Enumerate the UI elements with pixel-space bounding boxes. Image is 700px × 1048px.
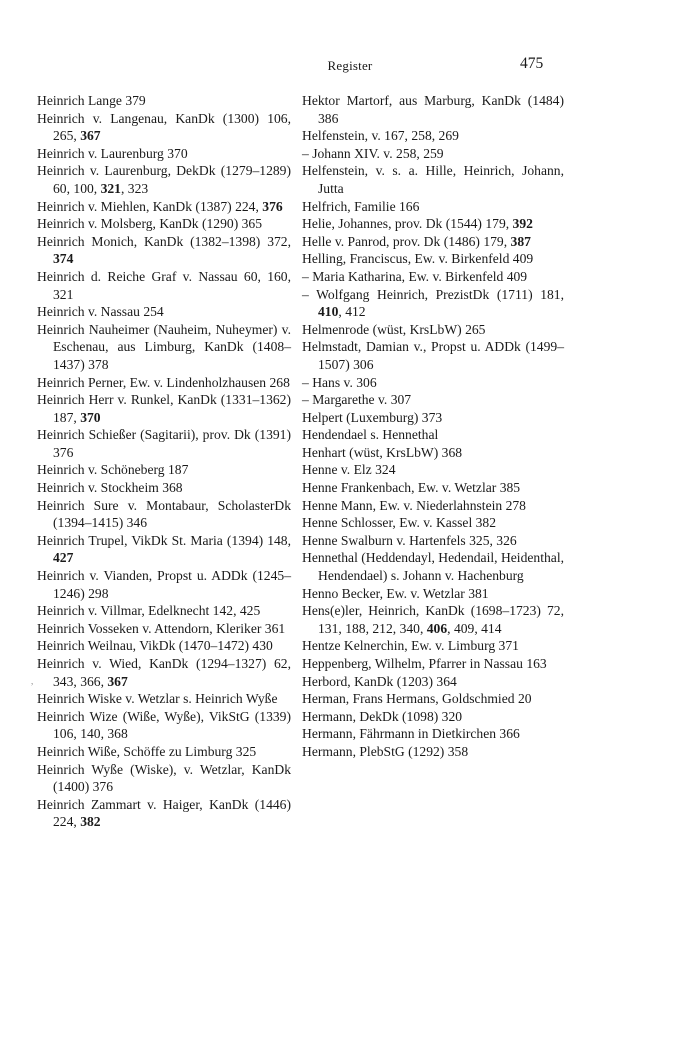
index-entry — [302, 338, 564, 373]
index-entry-main-page: 367 — [80, 128, 101, 144]
index-entry-tail: , 409, 414 — [447, 620, 502, 636]
index-entry — [37, 198, 291, 216]
index-entry-text: Heinrich Wize (Wiße, Wyße), VikStG (1339) 106, 140, 368 — [37, 708, 291, 742]
index-entry — [302, 743, 564, 761]
index-entry — [302, 655, 564, 673]
index-entry — [37, 303, 291, 321]
index-entry — [37, 145, 291, 163]
index-entry-tail: , 412 — [338, 304, 366, 320]
index-entry-text: Heinrich v. Stockheim 368 — [37, 480, 183, 496]
index-entry-text: Heinrich Vosseken v. Attendorn, Kleriker 361 — [37, 620, 286, 636]
index-entry-text: Heppenberg, Wilhelm, Pfarrer in Nassau 163 — [302, 656, 547, 671]
index-entry-text: Helpert (Luxemburg) 373 — [302, 409, 443, 425]
index-entry — [37, 321, 291, 374]
index-entry — [37, 374, 291, 392]
index-entry — [37, 637, 291, 655]
index-entry — [37, 215, 291, 233]
index-entry — [302, 461, 564, 479]
index-entry — [302, 514, 564, 532]
index-entry — [37, 479, 291, 497]
index-entry-text: Heinrich v. Laurenburg, DekDk (1279–1289) 60, 100, — [37, 163, 291, 196]
index-entry-text: Heinrich v. Villmar, Edelknecht 142, 425 — [37, 603, 261, 619]
index-entry-text: Heinrich Schießer (Sagitarii), prov. Dk (1391) 376 — [37, 427, 291, 460]
index-entry-text: Heinrich v. Vianden, Propst u. ADDk (1245–1246) 298 — [37, 568, 291, 601]
index-entry-text: Helling, Franciscus, Ew. v. Birkenfeld 409 — [302, 251, 534, 267]
index-entry-text: Helfrich, Familie 166 — [302, 198, 420, 214]
index-entry — [302, 690, 564, 708]
index-entry — [302, 673, 564, 691]
index-entry — [302, 532, 564, 550]
index-entry — [37, 690, 291, 708]
page-number: 475 — [520, 55, 544, 72]
index-entry-text: Henne Schlosser, Ew. v. Kassel 382 — [302, 515, 497, 531]
index-entry-text: Heinrich Perner, Ew. v. Lindenholzhausen 268 — [37, 374, 290, 390]
index-entry — [37, 110, 291, 145]
index-entry — [302, 409, 564, 427]
index-entry-text: Henno Becker, Ew. v. Wetzlar 381 — [302, 585, 489, 601]
index-entry-text: Heinrich Wiske v. Wetzlar s. Heinrich Wyße — [37, 691, 278, 707]
index-entry — [37, 162, 291, 197]
index-entry-text: Heinrich Wyße (Wiske), v. Wetzlar, KanDk (1400) 376 — [37, 761, 291, 795]
index-entry — [37, 426, 291, 461]
index-entry-text: Heinrich Trupel, VikDk St. Maria (1394) 148, — [37, 532, 291, 548]
index-entry-main-page: 376 — [262, 198, 283, 214]
index-entry-text: Henne Swalburn v. Hartenfels 325, 326 — [302, 532, 517, 548]
index-entry-text: Heinrich Monich, KanDk (1382–1398) 372, — [37, 233, 291, 249]
index-entry — [302, 725, 564, 743]
index-entry-text: Herman, Frans Hermans, Goldschmied 20 — [302, 691, 532, 707]
index-entry-text: Heinrich v. Nassau 254 — [37, 304, 164, 320]
index-entry — [37, 461, 291, 479]
index-entry-text: Henhart (wüst, KrsLbW) 368 — [302, 444, 463, 460]
index-entry-main-page: 382 — [80, 814, 101, 830]
index-entry — [302, 286, 564, 321]
index-entry-main-page: 374 — [53, 251, 74, 267]
index-entry — [37, 708, 291, 743]
index-column-left — [37, 92, 291, 831]
index-entry — [37, 761, 291, 796]
index-entry-text: Heinrich d. Reiche Graf v. Nassau 60, 160, 321 — [37, 268, 291, 302]
index-entry-text: Heinrich Sure v. Montabaur, ScholasterDk (1394–1415) 346 — [37, 497, 291, 531]
index-entry-text: Heinrich Wiße, Schöffe zu Limburg 325 — [37, 743, 257, 759]
index-entry — [302, 549, 564, 584]
index-entry-text: Heinrich v. Schöneberg 187 — [37, 462, 189, 478]
index-entry-tail: , 323 — [120, 180, 149, 196]
index-entry-text: Heinrich v. Langenau, KanDk (1300) 106, 265, — [37, 110, 291, 144]
index-entry-text: – Wolfgang Heinrich, PrezistDk (1711) 181, — [302, 286, 564, 302]
index-entry-text: Hermann, DekDk (1098) 320 — [302, 708, 463, 724]
index-entry — [302, 479, 564, 497]
page-header-title: Register — [327, 58, 373, 73]
index-entry — [302, 268, 564, 286]
index-entry — [37, 268, 291, 303]
index-entry-text: Heinrich v. Laurenburg 370 — [37, 145, 188, 161]
index-entry-text: Hektor Martorf, aus Marburg, KanDk (1484) 386 — [302, 93, 564, 126]
index-entry — [37, 743, 291, 761]
index-entry-text: Henne Frankenbach, Ew. v. Wetzlar 385 — [302, 480, 521, 496]
index-entry — [37, 567, 291, 602]
index-entry — [302, 127, 564, 145]
index-entry-text: Hennethal (Heddendayl, Hedendail, Heidenthal, Hendendael) s. Johann v. Hachenburg — [302, 550, 564, 584]
index-entry-text: – Maria Katharina, Ew. v. Birkenfeld 409 — [302, 268, 528, 284]
index-entry-text: Hentze Kelnerchin, Ew. v. Limburg 371 — [302, 638, 519, 654]
index-entry — [37, 233, 291, 268]
index-entry-main-page: 321 — [100, 180, 121, 196]
index-entry — [302, 708, 564, 726]
index-entry-text: Helfenstein, v. s. a. Hille, Heinrich, Johann, Jutta — [302, 163, 564, 196]
index-entry — [37, 655, 291, 690]
index-entry-text: Henne v. Elz 324 — [302, 462, 396, 478]
index-entry — [302, 92, 564, 127]
index-entry — [302, 444, 564, 462]
index-entry — [302, 426, 564, 444]
index-entry-text: Hendendael s. Hennethal — [302, 427, 439, 443]
index-entry-text: Heinrich Nauheimer (Nauheim, Nuheymer) v. Eschenau, aus Limburg, KanDk (1408–1437) 378 — [37, 321, 291, 372]
index-entry-text: Helfenstein, v. 167, 258, 269 — [302, 128, 459, 144]
index-entry-main-page: 392 — [512, 216, 533, 232]
index-entry-text: – Johann XIV. v. 258, 259 — [302, 145, 444, 161]
index-entry — [302, 162, 564, 197]
index-entry-text: Henne Mann, Ew. v. Niederlahnstein 278 — [302, 497, 526, 513]
index-entry — [37, 497, 291, 532]
index-entry — [37, 532, 291, 567]
index-entry-main-page: 410 — [318, 304, 339, 320]
index-entry-text: Hermann, Fährmann in Dietkirchen 366 — [302, 726, 520, 742]
index-entry-main-page: 406 — [426, 620, 448, 636]
index-entry — [302, 145, 564, 163]
index-entry-text: Heinrich v. Wied, KanDk (1294–1327) 62, 343, 366, — [37, 656, 291, 689]
index-entry — [37, 796, 291, 831]
index-entry-main-page: 427 — [53, 550, 74, 566]
index-entry-text: Helle v. Panrod, prov. Dk (1486) 179, — [302, 233, 511, 249]
index-entry — [302, 497, 564, 515]
index-entry-text: Helmenrode (wüst, KrsLbW) 265 — [302, 321, 486, 337]
index-entry — [302, 321, 564, 339]
index-column-right — [302, 92, 564, 761]
margin-mark: , — [31, 676, 34, 686]
index-entry-text: Heinrich v. Molsberg, KanDk (1290) 365 — [37, 216, 263, 232]
index-entry-text: Herbord, KanDk (1203) 364 — [302, 673, 457, 689]
index-entry-text: Helie, Johannes, prov. Dk (1544) 179, — [302, 216, 513, 232]
index-entry-text: – Hans v. 306 — [302, 374, 377, 390]
index-entry-main-page: 387 — [510, 233, 531, 249]
index-entry-text: Heinrich Lange 379 — [37, 93, 146, 108]
index-entry — [37, 391, 291, 426]
index-entry — [302, 637, 564, 655]
index-entry-text: – Margarethe v. 307 — [302, 392, 412, 408]
index-entry-main-page: 367 — [107, 673, 128, 689]
index-entry-text: Heinrich Zammart v. Haiger, KanDk (1446) 224, — [37, 796, 291, 830]
index-entry — [302, 250, 564, 268]
index-entry — [302, 391, 564, 409]
index-entry — [302, 198, 564, 216]
index-entry — [37, 92, 291, 110]
index-entry-text: Heinrich v. Miehlen, KanDk (1387) 224, — [37, 198, 263, 214]
index-entry-text: Hens(e)ler, Heinrich, KanDk (1698–1723) 72, 131, 188, 212, 340, — [302, 603, 564, 636]
index-entry — [37, 620, 291, 638]
index-entry-text: Heinrich Herr v. Runkel, KanDk (1331–1362) 187, — [37, 392, 291, 425]
index-entry-main-page: 370 — [80, 409, 101, 425]
index-entry-text: Hermann, PlebStG (1292) 358 — [302, 743, 469, 759]
index-entry — [302, 215, 564, 233]
index-entry-text: Heinrich Weilnau, VikDk (1470–1472) 430 — [37, 638, 273, 654]
index-entry-text: Helmstadt, Damian v., Propst u. ADDk (1499–1507) 306 — [302, 339, 564, 372]
index-entry — [302, 602, 564, 637]
index-entry — [302, 374, 564, 392]
index-entry — [37, 602, 291, 620]
index-entry — [302, 585, 564, 603]
index-entry — [302, 233, 564, 251]
